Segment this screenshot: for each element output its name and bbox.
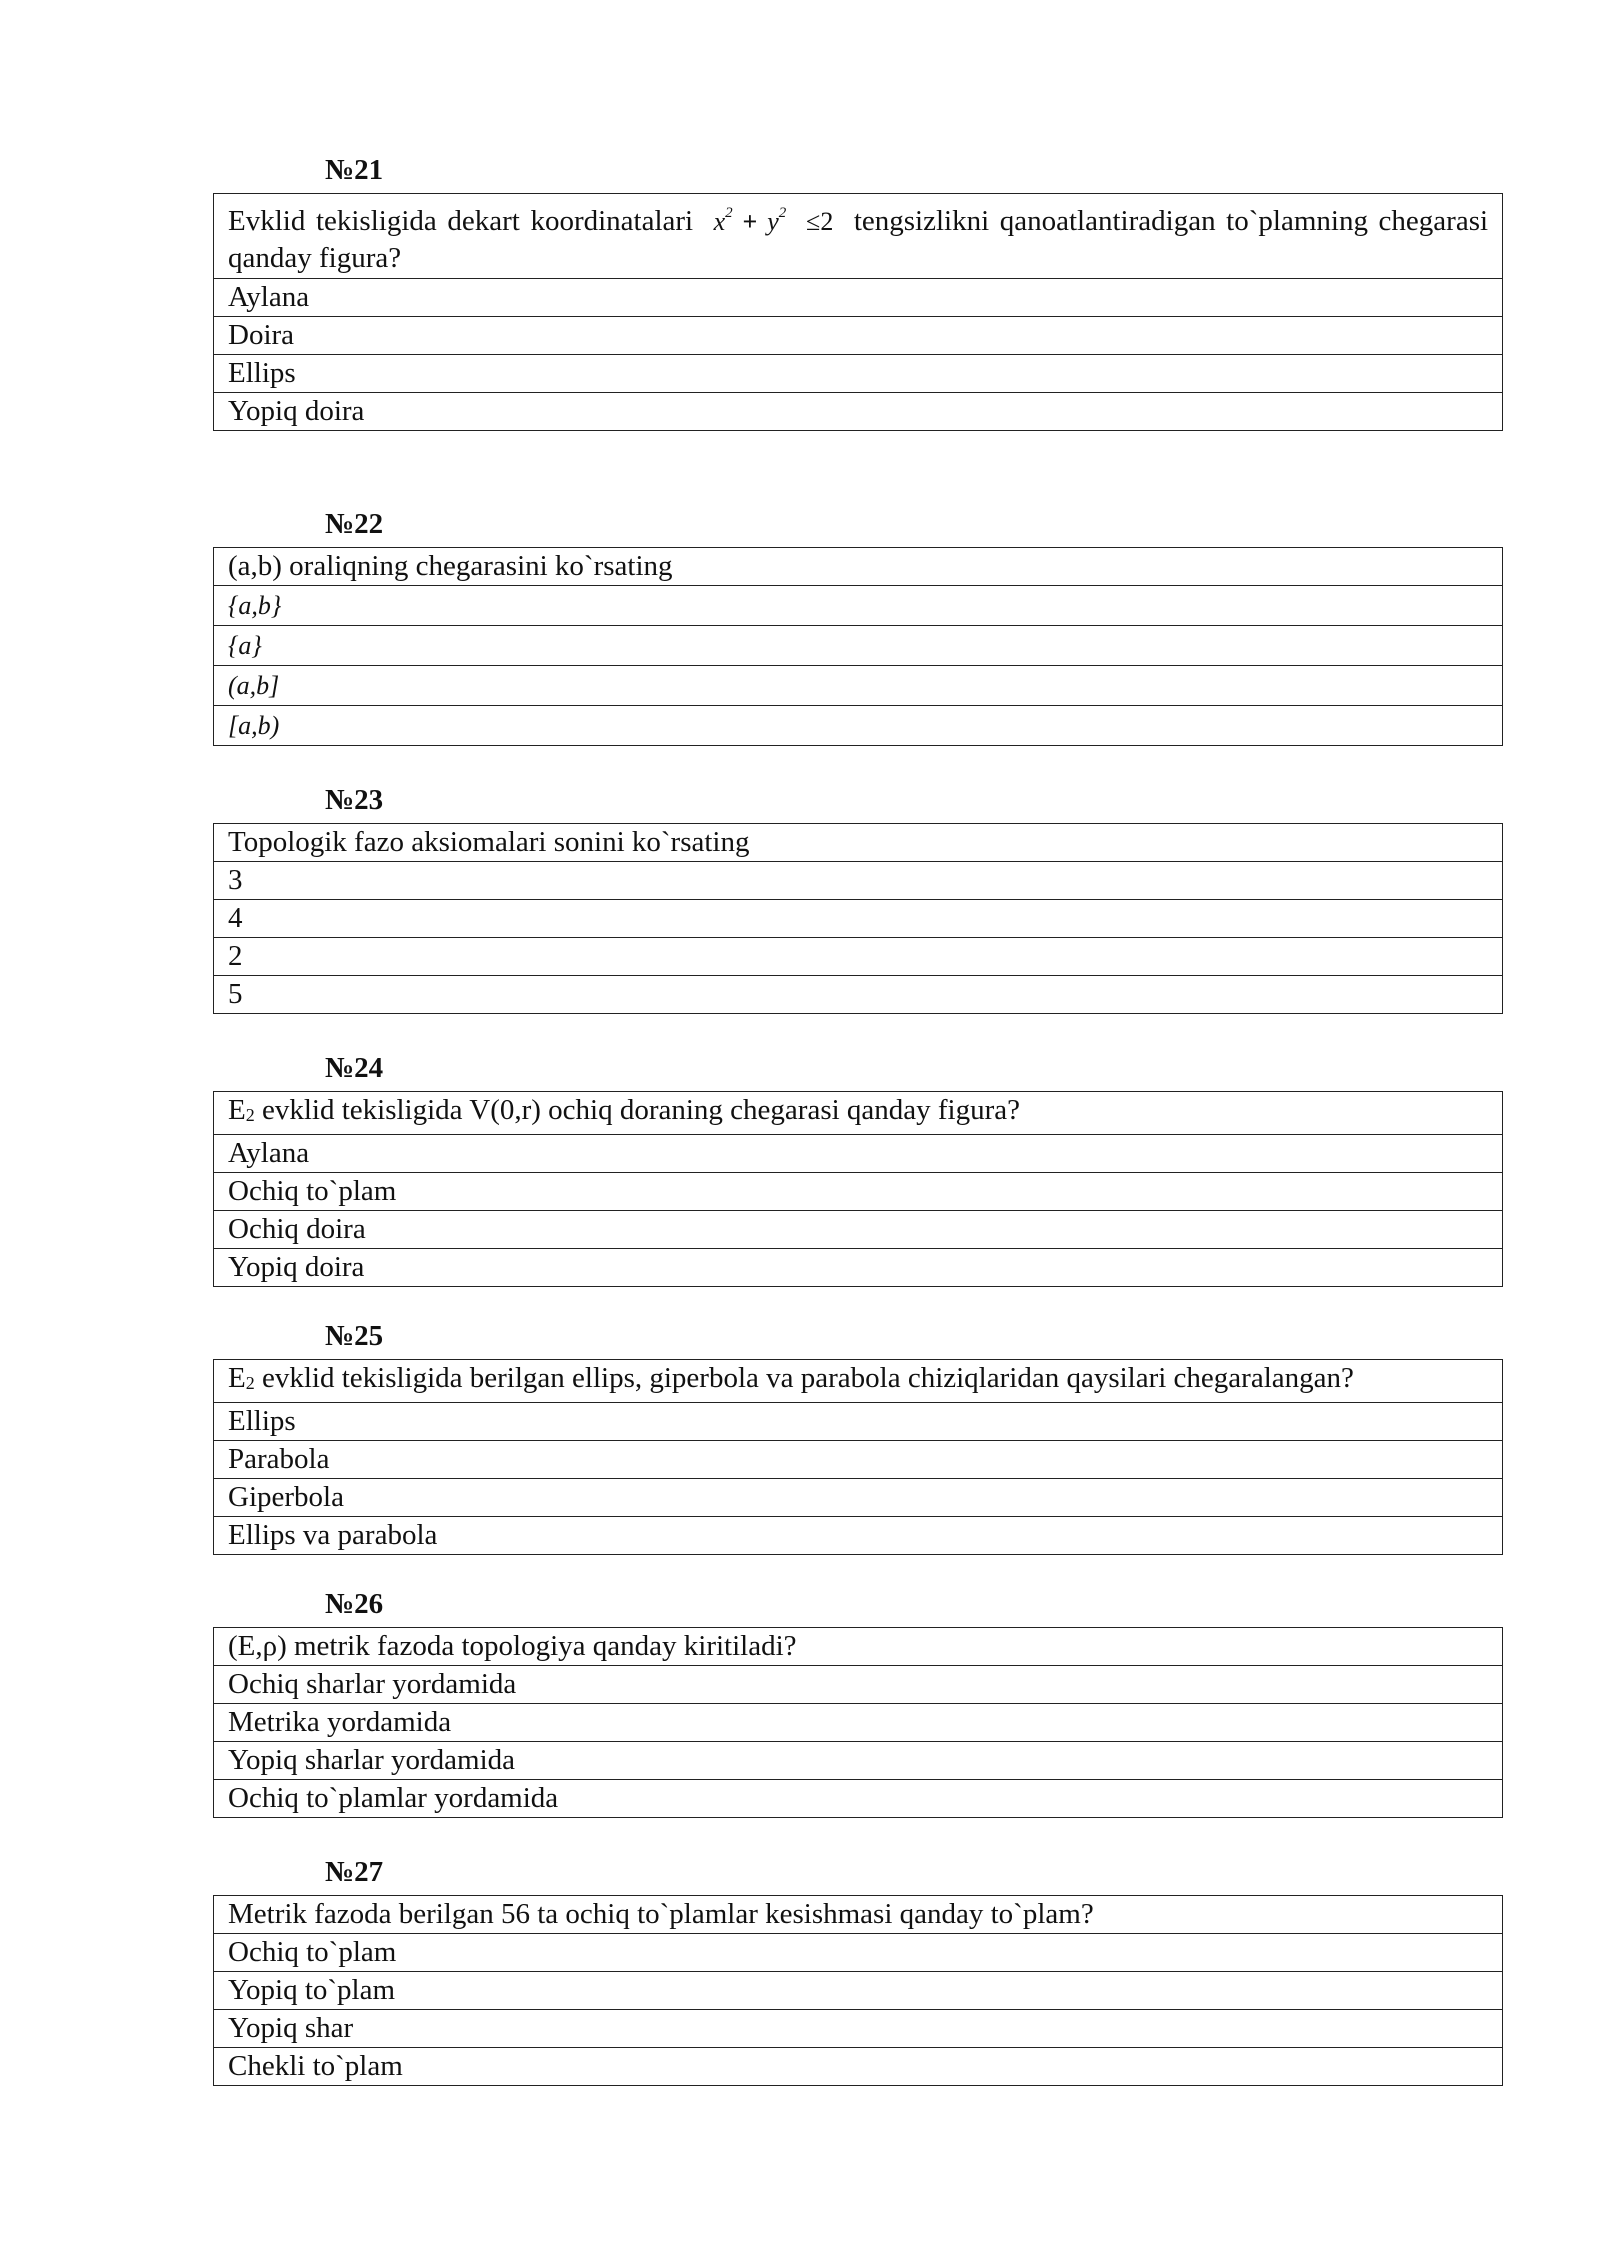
option-3: (a,b] [214, 666, 1503, 706]
question-table [213, 823, 1503, 1014]
option-2: {a} [214, 626, 1503, 666]
option-4: Chekli to`plam [214, 2048, 1503, 2086]
option-2: Yopiq to`plam [214, 1972, 1503, 2010]
question-text: Metrik fazoda berilgan 56 ta ochiq to`plamlar kesishmasi qanday to`plam? [214, 1896, 1503, 1934]
question-number: №23 [325, 784, 384, 816]
option-4: Ellips va parabola [214, 1517, 1503, 1555]
question-table [213, 1091, 1503, 1287]
question-text: (E,ρ) metrik fazoda topologiya qanday kiritiladi? [214, 1628, 1503, 1666]
question-number: №27 [325, 1856, 384, 1888]
question-number: №25 [325, 1320, 384, 1352]
option-3: 2 [214, 938, 1503, 976]
question-24 [213, 1051, 1503, 1287]
option-4: 5 [214, 976, 1503, 1014]
question-table [213, 1895, 1503, 2086]
question-number: №26 [325, 1588, 384, 1620]
question-number: №21 [325, 154, 384, 186]
inequality-formula: $x^2 + y^2 \le 2$ [703, 205, 834, 236]
option-1: Ochiq sharlar yordamida [214, 1666, 1503, 1704]
option-3: Ellips [214, 355, 1503, 393]
option-3: Ochiq doira [214, 1211, 1503, 1249]
option-1: Ochiq to`plam [214, 1934, 1503, 1972]
option-3: Yopiq sharlar yordamida [214, 1742, 1503, 1780]
option-2: 4 [214, 900, 1503, 938]
option-4: Yopiq doira [214, 1249, 1503, 1287]
option-3: Giperbola [214, 1479, 1503, 1517]
option-2: Metrika yordamida [214, 1704, 1503, 1742]
question-26 [213, 1587, 1503, 1818]
option-2: Ochiq to`plam [214, 1173, 1503, 1211]
option-1: 3 [214, 862, 1503, 900]
question-number: №22 [325, 508, 384, 540]
option-3: Yopiq shar [214, 2010, 1503, 2048]
question-text: Topologik fazo aksiomalari sonini ko`rsating [214, 824, 1503, 862]
question-23 [213, 783, 1503, 1014]
question-21 [213, 153, 1503, 431]
question-text: (a,b) oraliqning chegarasini ko`rsating [214, 548, 1503, 586]
option-4: Yopiq doira [214, 393, 1503, 431]
option-1: {a,b} [214, 586, 1503, 626]
question-text: $E_2$ evklid tekisligida V(0,r) ochiq doraning chegarasi qanday figura? [214, 1092, 1503, 1135]
question-table [213, 1359, 1503, 1555]
option-1: Aylana [214, 279, 1503, 317]
question-27 [213, 1855, 1503, 2086]
question-text: Evklid tekisligida dekart koordinatalari $x^2 + y^2 \le 2$ tengsizlikni qanoatlantiradigan to`plamning chegarasi qanday figura? [214, 194, 1503, 279]
question-table [213, 1627, 1503, 1818]
question-number: №24 [325, 1052, 384, 1084]
question-25 [213, 1319, 1503, 1555]
option-2: Doira [214, 317, 1503, 355]
question-22 [213, 507, 1503, 746]
question-table [213, 547, 1503, 746]
option-4: [a,b) [214, 706, 1503, 746]
option-4: Ochiq to`plamlar yordamida [214, 1780, 1503, 1818]
question-text: $E_2$ evklid tekisligida berilgan ellips, giperbola va parabola chiziqlaridan qaysilari chegaralangan? [214, 1360, 1503, 1403]
option-2: Parabola [214, 1441, 1503, 1479]
question-table [213, 193, 1503, 431]
option-1: Aylana [214, 1135, 1503, 1173]
option-1: Ellips [214, 1403, 1503, 1441]
